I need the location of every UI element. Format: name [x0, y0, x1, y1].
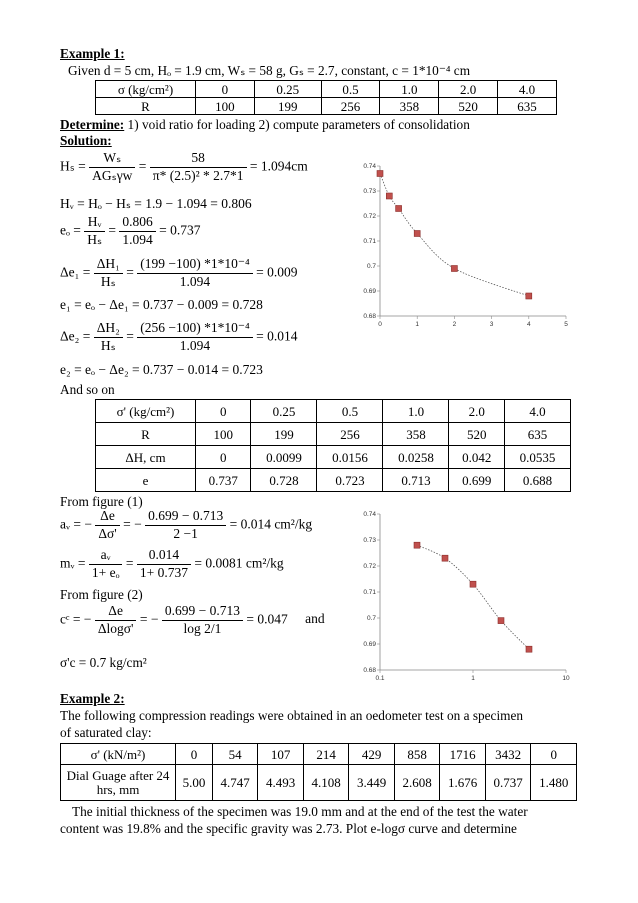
example1-title: Example 1: [60, 46, 125, 61]
numerator: Δe [95, 508, 119, 526]
fraction [137, 547, 191, 582]
table-cell: 4.747 [212, 765, 258, 801]
data-point [414, 542, 420, 548]
example2-para1: The following compression readings were obtained in an oedometer test on a specimen [60, 708, 524, 723]
determine-label: Determine: [60, 117, 125, 132]
numerator: aᵥ [89, 547, 123, 565]
y-tick-label: 0.74 [363, 511, 376, 518]
table-cell: 199 [254, 98, 321, 115]
equation-e1: e₁ = eₒ − Δe₁ = 0.737 − 0.009 = 0.728 [60, 297, 263, 312]
numerator: (199 −100) *1*10⁻⁴ [137, 256, 252, 274]
table-cell: 358 [383, 423, 449, 446]
from-figure-1: From figure (1) [60, 494, 143, 509]
solution-label: Solution: [60, 133, 112, 148]
y-tick-label: 0.69 [363, 288, 376, 295]
numerator: ΔH₁ [94, 256, 123, 274]
table-row [96, 446, 571, 469]
denominator: log 2/1 [183, 620, 222, 636]
table-cell: 0.737 [196, 469, 251, 492]
table-cell: 0 [196, 400, 251, 423]
table-cell: 0.25 [254, 81, 321, 98]
table-cell: 0.25 [251, 400, 317, 423]
table-cell: 4.108 [303, 765, 349, 801]
table-cell: 5.00 [176, 765, 213, 801]
table-cell: 1.0 [380, 81, 439, 98]
table-cell: 635 [504, 423, 570, 446]
eq-lhs: aᵥ = − [60, 516, 92, 532]
table-cell: Dial Guage after 24 hrs, mm [61, 765, 176, 801]
eq-operator: = − [123, 516, 142, 532]
fraction [150, 150, 247, 185]
table-cell: 520 [449, 423, 504, 446]
table-cell: 214 [303, 744, 349, 765]
equation-av [60, 508, 312, 543]
y-tick-label: 0.71 [363, 589, 376, 596]
table-cell: 0 [531, 744, 577, 765]
denominator: 1+ 0.737 [139, 564, 188, 580]
table-cell: 256 [321, 98, 380, 115]
table-cell: R [96, 423, 196, 446]
table-cell: 3.449 [349, 765, 395, 801]
table-cell: R [96, 98, 196, 115]
denominator: 1.094 [179, 337, 211, 353]
numerator: (256 −100) *1*10⁻⁴ [137, 320, 252, 338]
table-cell: 0.699 [449, 469, 504, 492]
fraction [89, 547, 123, 582]
table-cell: 2.0 [439, 81, 498, 98]
denominator: π* (2.5)² * 2.7*1 [152, 167, 244, 183]
example2-para3: content was 19.8% and the specific gravity was 2.73. Plot e-logσ curve and determine [60, 821, 517, 836]
table-cell: 2.0 [449, 400, 504, 423]
numerator: 0.014 [137, 547, 191, 565]
numerator: ΔH₂ [94, 320, 123, 338]
compression-table [60, 743, 577, 801]
numerator: Δe [95, 603, 137, 621]
fraction [84, 214, 105, 249]
table-cell: 0.723 [317, 469, 383, 492]
table-cell: 4.0 [504, 400, 570, 423]
y-tick-label: 0.7 [366, 615, 376, 622]
equation-e2: e₂ = eₒ − Δe₂ = 0.737 − 0.014 = 0.723 [60, 362, 263, 377]
y-tick-label: 0.7 [366, 263, 376, 270]
data-point [498, 618, 504, 624]
denominator: 2 −1 [173, 525, 198, 541]
table-cell: 0.0258 [383, 446, 449, 469]
table-cell: 100 [196, 98, 255, 115]
table-cell: σ (kg/cm²) [96, 81, 196, 98]
table-cell: 199 [251, 423, 317, 446]
denominator: Hₛ [87, 231, 103, 247]
x-tick-label: 3 [489, 321, 494, 328]
denominator: Δσ' [98, 525, 117, 541]
x-tick-label: 2 [452, 321, 457, 328]
table-cell: 0.0099 [251, 446, 317, 469]
x-tick-label: 0 [378, 321, 382, 328]
denominator: AGₛγw [92, 167, 133, 183]
table-cell: 107 [258, 744, 304, 765]
table-cell: 1.0 [383, 400, 449, 423]
eq-lhs: Δe₂ = [60, 328, 91, 344]
x-tick-label: 5 [564, 321, 568, 328]
table-cell: 0.042 [449, 446, 504, 469]
eq-result: = 0.047 [246, 611, 288, 627]
table-cell: 0 [176, 744, 213, 765]
y-tick-label: 0.72 [363, 213, 376, 220]
numerator: Hᵥ [84, 214, 105, 232]
fraction [137, 256, 252, 291]
table-cell: 4.0 [498, 81, 557, 98]
table-cell: σ' (kg/cm²) [96, 400, 196, 423]
table-cell: 4.493 [258, 765, 304, 801]
table-cell: 0.5 [321, 81, 380, 98]
equation-eo: eₒ = $\frac{\text{Hᵥ}}{\text{Hₛ}}$ = $\frac{0.806}{1.094}$ = 0.737 [60, 214, 201, 247]
y-tick-label: 0.72 [363, 563, 376, 570]
eq-result: = 0.0081 cm²/kg [194, 555, 284, 571]
table-cell: 1.676 [440, 765, 486, 801]
determine-text: 1) void ratio for loading 2) compute parameters of consolidation [124, 117, 470, 132]
eq-result: = 0.014 [256, 328, 298, 344]
table-cell: 0.688 [504, 469, 570, 492]
eq-result: = 0.009 [256, 264, 298, 280]
denominator: Hₛ [100, 337, 116, 353]
y-tick-label: 0.74 [363, 163, 376, 170]
fraction [89, 150, 135, 185]
equation-mv: mᵥ = $\frac{\text{aᵥ}}{\text{1+ eₒ}}$ = $\frac{0.014}{1+ 0.737}$ = 0.0081 cm²/kg [60, 547, 284, 580]
loading-table [95, 80, 557, 115]
table-cell: ΔH, cm [96, 446, 196, 469]
equation-de1: Δe₁ = $\frac{\text{ΔH₁}}{\text{Hₛ}}$ = $\frac{\text{(199 −100) *1*10⁻⁴}}{1.094}$ = 0.009 [60, 256, 298, 289]
table-cell: 858 [394, 744, 440, 765]
y-tick-label: 0.68 [363, 313, 376, 320]
data-point [386, 193, 392, 199]
data-point [442, 555, 448, 561]
results-table [95, 399, 571, 492]
table-cell: σ' (kN/m²) [61, 744, 176, 765]
eq-result: = 1.094cm [249, 158, 308, 174]
y-tick-label: 0.73 [363, 537, 376, 544]
table-cell: 2.608 [394, 765, 440, 801]
fraction [95, 508, 119, 543]
data-point [377, 171, 383, 177]
eq-lhs: mᵥ = [60, 555, 86, 571]
eq-result: = 0.737 [159, 222, 201, 238]
denominator: 1.094 [179, 273, 211, 289]
table-row [96, 81, 557, 98]
fraction [119, 214, 155, 249]
table-row [61, 765, 577, 801]
table-cell: 100 [196, 423, 251, 446]
fraction [94, 256, 123, 291]
eq-lhs: eₒ = [60, 222, 81, 238]
table-cell: 256 [317, 423, 383, 446]
numerator: 0.699 − 0.713 [145, 508, 226, 526]
numerator: Wₛ [89, 150, 135, 168]
fraction [137, 320, 252, 355]
eq-lhs: Hₛ = [60, 158, 86, 174]
eq-result: = 0.014 cm²/kg [229, 516, 313, 532]
table-cell: 429 [349, 744, 395, 765]
fraction [94, 320, 123, 355]
table-cell: 0.0535 [504, 446, 570, 469]
numerator: 0.699 − 0.713 [162, 603, 243, 621]
y-tick-label: 0.71 [363, 238, 376, 245]
y-tick-label: 0.73 [363, 188, 376, 195]
table-row [96, 400, 571, 423]
preconsolidation-pressure: σ'c = 0.7 kg/cm² [60, 655, 147, 670]
data-point [396, 206, 402, 212]
data-point [470, 581, 476, 587]
table-row [61, 744, 577, 765]
y-tick-label: 0.69 [363, 641, 376, 648]
fraction [95, 603, 137, 638]
equation-de2: Δe₂ = $\frac{\text{ΔH₂}}{\text{Hₛ}}$ = $\frac{\text{(256 −100) *1*10⁻⁴}}{1.094}$ = 0.014 [60, 320, 298, 353]
data-point [451, 266, 457, 272]
table-cell: 635 [498, 98, 557, 115]
x-tick-label: 1 [415, 321, 420, 328]
chart-void-ratio-linear [352, 160, 572, 330]
numerator: 58 [150, 150, 247, 168]
data-point [526, 293, 532, 299]
denominator: Hₛ [100, 273, 116, 289]
equation-hv: Hᵥ = Hₒ − Hₛ = 1.9 − 1.094 = 0.806 [60, 196, 252, 211]
example2-title: Example 2: [60, 691, 125, 706]
table-cell: 0.713 [383, 469, 449, 492]
example2-para1b: of saturated clay: [60, 725, 152, 740]
eq-operator: = − [139, 611, 159, 627]
table-cell: 358 [380, 98, 439, 115]
trend-line [380, 174, 529, 297]
x-tick-label: 1 [471, 675, 475, 682]
y-tick-label: 0.68 [363, 667, 376, 674]
and-so-on: And so on [60, 382, 115, 397]
trend-line [417, 545, 529, 649]
table-cell: 54 [212, 744, 258, 765]
equation-hs: Hₛ = $\frac{\text{Wₛ}}{\text{AGₛγw}}$ = $\frac{58}{\text{π* (2.5)² * 2.7*1}}$ = 1.094cm [60, 150, 308, 183]
table-cell: 1.480 [531, 765, 577, 801]
x-tick-label: 10 [562, 675, 570, 682]
equation-cc [60, 603, 325, 638]
denominator: Δlogσ' [97, 620, 134, 636]
numerator: 0.806 [119, 214, 155, 232]
eq-lhs: cᶜ = − [60, 611, 92, 627]
given-line: Given d = 5 cm, Hₒ = 1.9 cm, Wₛ = 58 g, Gₛ = 2.7, constant, c = 1*10⁻⁴ cm [68, 63, 471, 78]
x-tick-label: 4 [526, 321, 531, 328]
denominator: 1+ eₒ [91, 564, 120, 580]
table-cell: 0.737 [485, 765, 531, 801]
determine-line [60, 117, 470, 134]
denominator: 1.094 [122, 231, 153, 247]
table-cell: e [96, 469, 196, 492]
eq-lhs: Δe₁ = [60, 264, 91, 280]
table-cell: 1716 [440, 744, 486, 765]
table-cell: 0.0156 [317, 446, 383, 469]
example2-para2: The initial thickness of the specimen was 19.0 mm and at the end of the test the water [72, 804, 528, 819]
fraction [145, 508, 226, 543]
eq-and: and [305, 611, 325, 627]
table-row [96, 98, 557, 115]
table-cell: 0.5 [317, 400, 383, 423]
chart-void-ratio-log [352, 508, 572, 684]
from-figure-2: From figure (2) [60, 587, 143, 602]
table-cell: 0.728 [251, 469, 317, 492]
table-cell: 3432 [485, 744, 531, 765]
data-point [414, 231, 420, 237]
table-cell: 0 [196, 446, 251, 469]
table-row [96, 423, 571, 446]
fraction [162, 603, 243, 638]
table-cell: 0 [196, 81, 255, 98]
table-row [96, 469, 571, 492]
data-point [526, 646, 532, 652]
x-tick-label: 0.1 [375, 675, 385, 682]
table-cell: 520 [439, 98, 498, 115]
